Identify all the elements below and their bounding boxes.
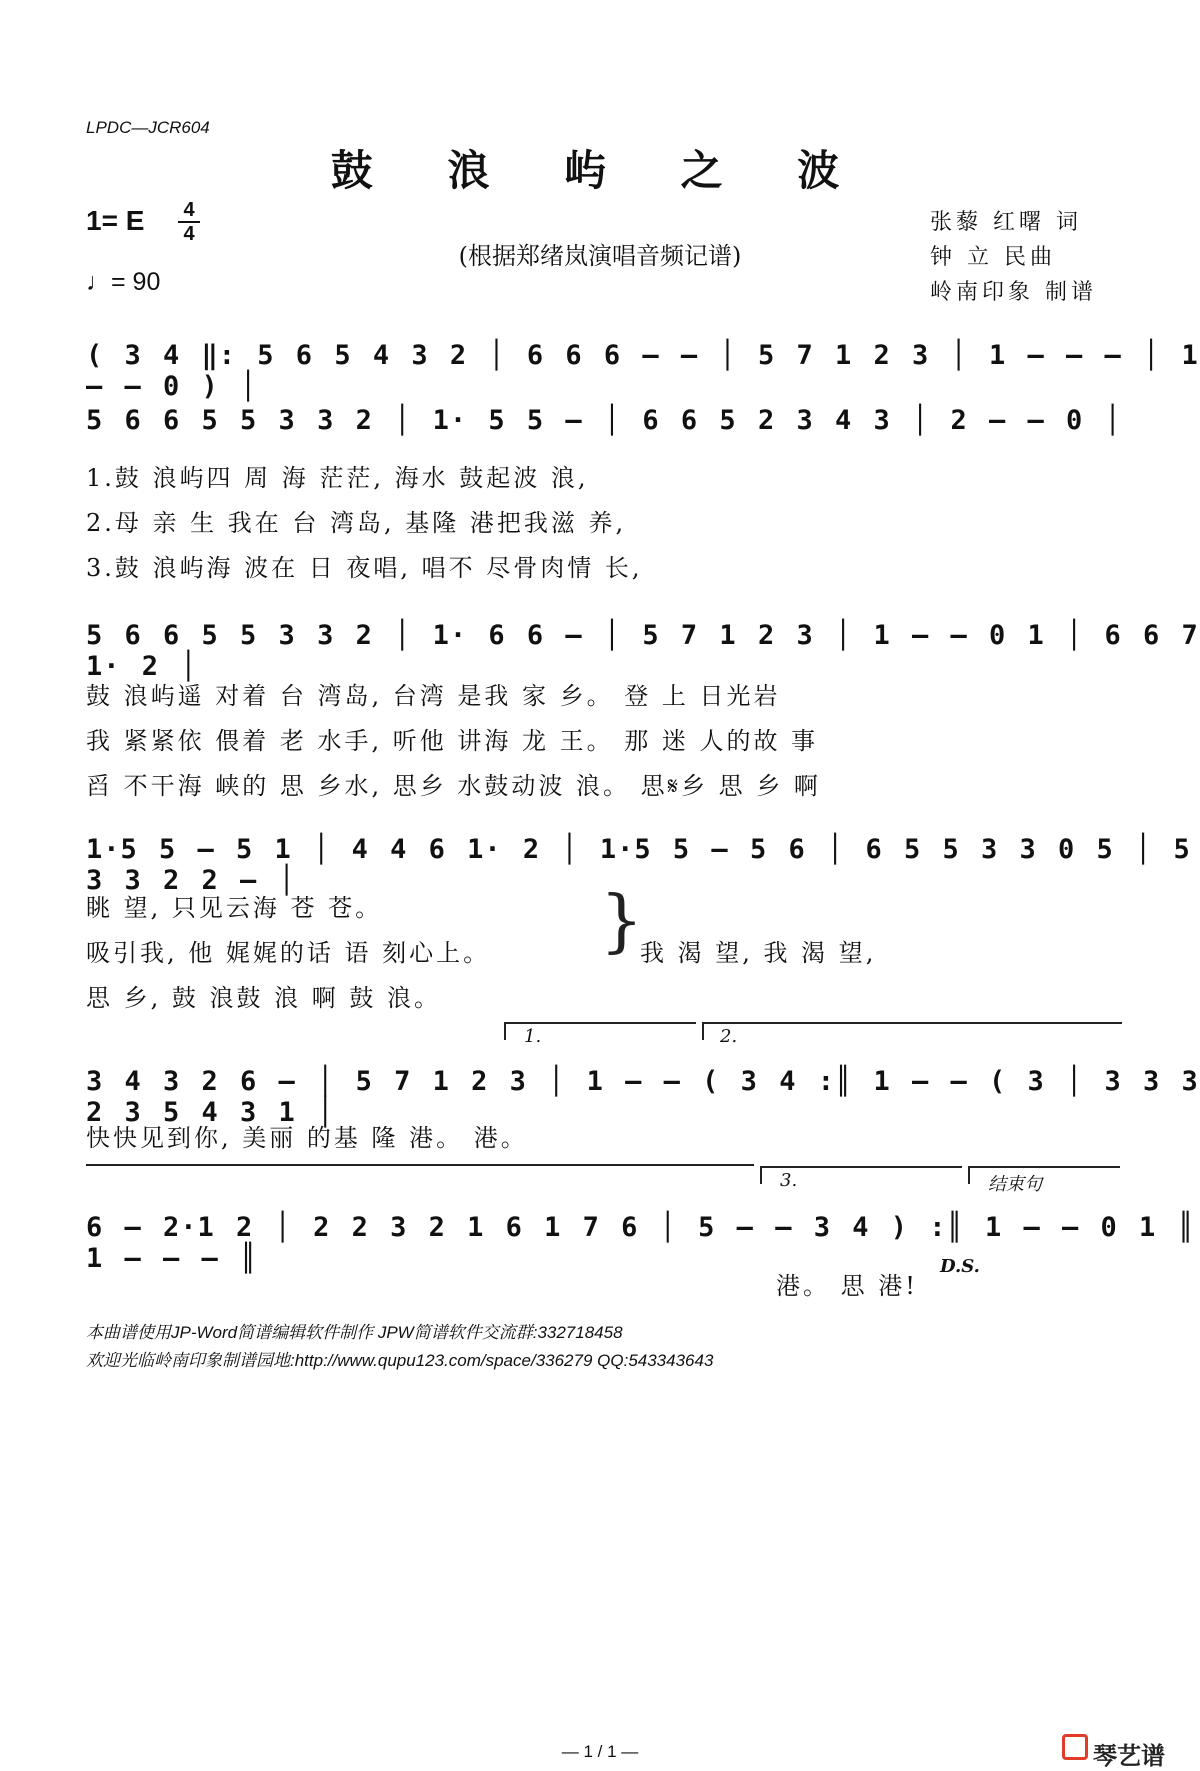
key-signature: 1= E — [86, 205, 145, 236]
lyric-verse-1-b: 鼓 浪屿遥 对着 台 湾岛, 台湾 是我 家 乡。 登 上 日光岩 — [86, 682, 781, 710]
lyric-row-5: 快快见到你, 美丽 的基 隆 港。 港。 — [86, 1124, 528, 1152]
row-6-top-rule — [86, 1164, 754, 1166]
volta-2-label: 2. — [720, 1026, 738, 1047]
score-row-1: ( 3 4 ‖: 5 6 5 4 3 2 │ 6 6 6 – – │ 5 7 1 2 3 │ 1 – – – │ 1 – – 0 ) │ — [86, 340, 1199, 402]
lyric-verse-3-b: 舀 不干海 峡的 思 乡水, 思乡 水鼓动波 浪。 思𝄋乡 思 乡 啊 — [86, 772, 821, 800]
ds-marking: D.S. — [940, 1256, 980, 1277]
footer-software-line: 本曲谱使用JP-Word简谱编辑软件制作 JPW简谱软件交流群:332718458 — [86, 1323, 623, 1342]
volta-3-label: 3. — [780, 1170, 798, 1191]
lyric-verse-3-c: 思 乡, 鼓 浪鼓 浪 啊 鼓 浪。 — [86, 984, 442, 1012]
brand-logo-icon — [1062, 1734, 1088, 1760]
score-row-6: 6 – 2·1 2 │ 2 2 3 2 1 6 1 7 6 │ 5 – – 3 4 ) :║ 1 – – 0 1 ║ 1 – – – ║ — [86, 1212, 1195, 1274]
score-code: LPDC—JCR604 — [86, 118, 210, 137]
lyric-verse-1-c: 眺 望, 只见云海 苍 苍。 — [86, 894, 383, 922]
lyric-row-6: 港。 思 港! — [776, 1272, 918, 1300]
ending-label: 结束句 — [988, 1174, 1042, 1195]
lyric-verse-1-a: 1.鼓 浪屿四 周 海 茫茫, 海水 鼓起波 浪, — [86, 464, 589, 492]
transcription-note: (根据郑绪岚演唱音频记谱) — [458, 242, 742, 270]
brand-logo-text: 琴艺谱 — [1093, 1743, 1165, 1770]
verse-brace: } — [600, 882, 644, 961]
lyricist-credit: 张藜 红曙 词 — [930, 210, 1082, 235]
composer-credit: 钟 立 民曲 — [930, 245, 1056, 270]
tempo-marking: ♩= 90 — [86, 268, 161, 296]
lyric-verse-2-a: 2.母 亲 生 我在 台 湾岛, 基隆 港把我滋 养, — [86, 509, 627, 537]
score-row-5: 3 4 3 2 6 – │ 5 7 1 2 3 │ 1 – – ( 3 4 :║ 1 – – ( 3 │ 3 3 3 2 3 5 4 3 1 │ — [86, 1066, 1199, 1128]
score-row-2: 5 6 6 5 5 3 3 2 │ 1· 5 5 – │ 6 6 5 2 3 4 3 │ 2 – – 0 │ — [86, 405, 1122, 436]
footer-website-line: 欢迎光临岭南印象制谱园地:http://www.qupu123.com/space/336279 QQ:543343643 — [86, 1351, 714, 1370]
volta-2-bracket — [702, 1022, 1122, 1040]
song-title: 鼓 浪 屿 之 波 — [330, 146, 870, 195]
time-signature-bottom: 4 — [183, 223, 195, 245]
arranger-credit: 岭南印象 制谱 — [930, 280, 1097, 305]
lyric-verse-2-c: 吸引我, 他 娓娓的话 语 刻心上。 — [86, 939, 491, 967]
lyric-refrain: 我 渴 望, 我 渴 望, — [640, 939, 877, 967]
lyric-verse-2-b: 我 紧紧依 偎着 老 水手, 听他 讲海 龙 王。 那 迷 人的故 事 — [86, 727, 819, 755]
page-number: — 1 / 1 — — [561, 1742, 639, 1761]
lyric-verse-3-a: 3.鼓 浪屿海 波在 日 夜唱, 唱不 尽骨肉情 长, — [86, 554, 643, 582]
time-signature-top: 4 — [183, 199, 195, 221]
score-row-4: 1·5 5 – 5 1 │ 4 4 6 1· 2 │ 1·5 5 – 5 6 │ 6 5 5 3 3 0 5 │ 5 3 3 2 2 – │ — [86, 834, 1191, 896]
score-row-3: 5 6 6 5 5 3 3 2 │ 1· 6 6 – │ 5 7 1 2 3 │ 1 – – 0 1 │ 6 6 7 1· 2 │ — [86, 620, 1199, 682]
volta-1-label: 1. — [524, 1026, 542, 1047]
